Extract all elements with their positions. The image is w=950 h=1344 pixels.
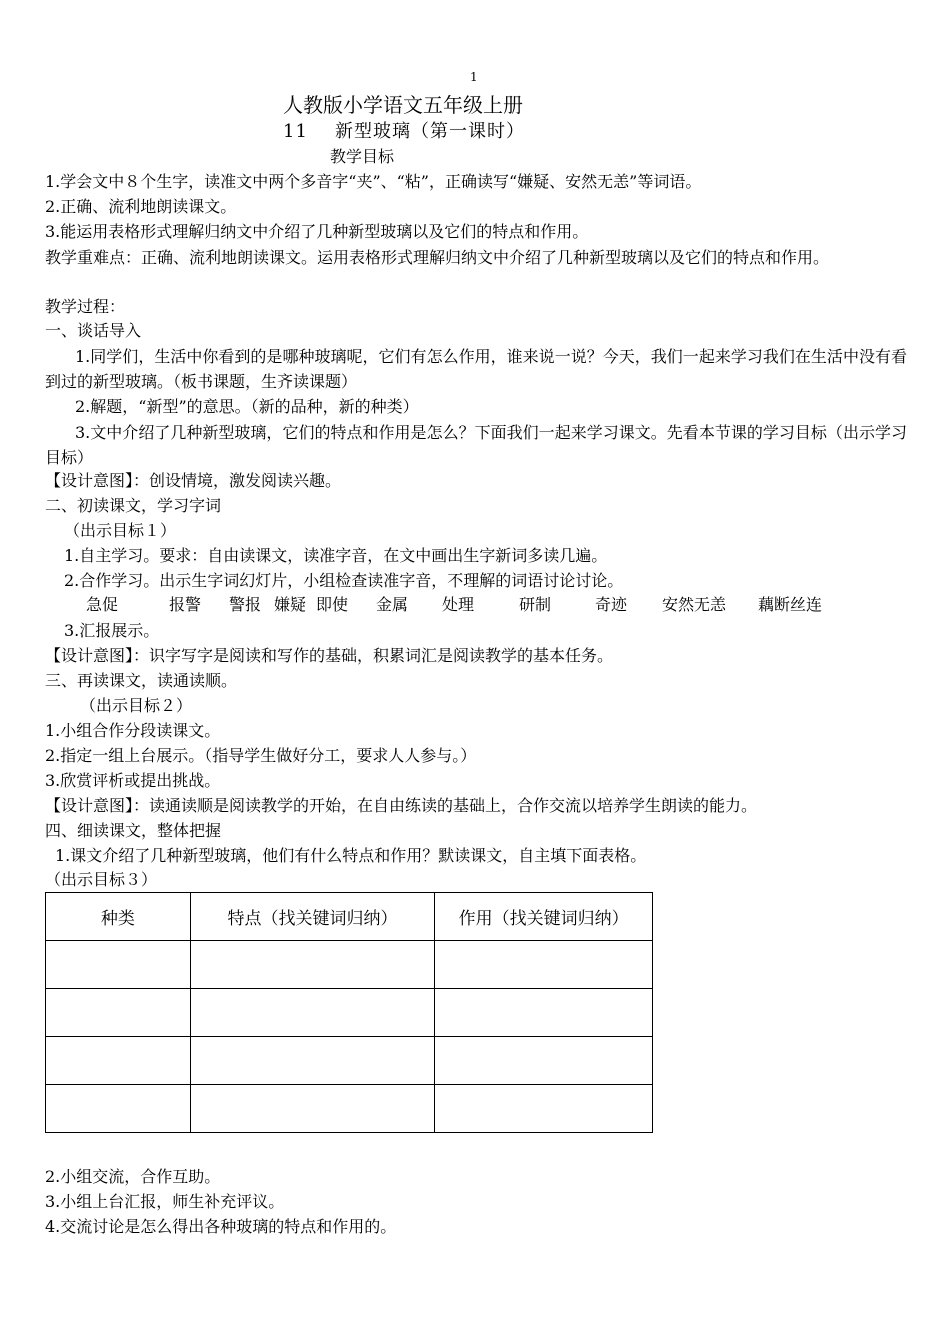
table-row xyxy=(46,941,653,989)
section-heading: 教学目标 xyxy=(330,147,395,166)
column-header-features: 特点（找关键词归纳） xyxy=(190,893,435,941)
key-points: 教学重难点：正确、流利地朗读课文。运用表格形式理解归纳文中介绍了几种新型玻璃以及它们的特点和作用。 xyxy=(45,248,830,267)
part3-goal: （出示目标２） xyxy=(80,696,193,715)
part4-item-3: 3.小组上台汇报，师生补充评议。 xyxy=(45,1192,285,1211)
vocab-word: 急促 xyxy=(86,595,119,614)
vocab-word: 嫌疑 xyxy=(274,595,307,614)
vocab-word: 藕断丝连 xyxy=(758,595,823,614)
table-header-row xyxy=(46,893,653,941)
column-header-type: 种类 xyxy=(46,893,191,941)
part2-item-2: 2.合作学习。出示生字词幻灯片，小组检查读准字音，不理解的词语讨论讨论。 xyxy=(64,571,624,590)
part4-heading: 四、细读课文，整体把握 xyxy=(45,821,222,840)
part1-design-intent: 【设计意图】：创设情境，激发阅读兴趣。 xyxy=(45,471,342,490)
vocab-word: 即使 xyxy=(316,595,349,614)
table-row xyxy=(46,1085,653,1133)
table-cell xyxy=(46,941,191,989)
column-header-functions: 作用（找关键词归纳） xyxy=(435,893,653,941)
vocab-word: 研制 xyxy=(519,595,552,614)
table-cell xyxy=(435,941,653,989)
table-cell xyxy=(46,1037,191,1085)
process-heading: 教学过程： xyxy=(45,297,126,316)
objective-3: 3.能运用表格形式理解归纳文中介绍了几种新型玻璃以及它们的特点和作用。 xyxy=(45,222,589,241)
part2-item-3: 3.汇报展示。 xyxy=(64,621,160,640)
vocab-word: 安然无恙 xyxy=(662,595,727,614)
vocab-word: 奇迹 xyxy=(595,595,628,614)
part3-item-1: 1.小组合作分段读课文。 xyxy=(45,721,221,740)
part1-paragraph-3: 3.文中介绍了几种新型玻璃，它们的特点和作用是怎么？下面我们一起来学习课文。先看本节课的学习目标（出示学习目标） xyxy=(45,423,907,467)
part1-paragraph-2: 2.解题，“新型”的意思。（新的品种，新的种类） xyxy=(75,397,419,416)
part4-item-1: 1.课文介绍了几种新型玻璃，他们有什么特点和作用？默读课文，自主填下面表格。 xyxy=(55,846,647,865)
part3-item-2: 2.指定一组上台展示。（指导学生做好分工，要求人人参与。） xyxy=(45,746,477,765)
table-cell xyxy=(190,1037,435,1085)
lesson-title xyxy=(283,121,525,143)
table-row xyxy=(46,989,653,1037)
table-cell xyxy=(435,989,653,1037)
lesson-name: 新型玻璃（第一课时） xyxy=(335,121,525,142)
part4-item-4: 4.交流讨论是怎么得出各种玻璃的特点和作用的。 xyxy=(45,1217,397,1236)
objective-2: 2.正确、流利地朗读课文。 xyxy=(45,197,237,216)
table-row xyxy=(46,1037,653,1085)
page-number: 1 xyxy=(470,70,478,84)
lesson-number: 11 xyxy=(283,121,308,142)
part4-goal: （出示目标３） xyxy=(45,870,158,889)
part3-item-3: 3.欣赏评析或提出挑战。 xyxy=(45,771,221,790)
part4-item-2: 2.小组交流，合作互助。 xyxy=(45,1167,221,1186)
vocabulary-list xyxy=(86,594,822,616)
objective-1: 1.学会文中８个生字，读准文中两个多音字“夹”、“粘”，正确读写“嫌疑、安然无恙”等词语。 xyxy=(45,172,702,191)
table-cell xyxy=(190,1085,435,1133)
table-cell xyxy=(46,989,191,1037)
table-cell xyxy=(190,989,435,1037)
part2-item-1: 1.自主学习。要求：自由读课文，读准字音，在文中画出生字新词多读几遍。 xyxy=(64,546,608,565)
part2-design-intent: 【设计意图】：识字写字是阅读和写作的基础，积累词汇是阅读教学的基本任务。 xyxy=(45,646,614,665)
table-cell xyxy=(190,941,435,989)
table-cell xyxy=(435,1085,653,1133)
vocab-word: 金属 xyxy=(376,595,409,614)
vocab-word: 报警 xyxy=(169,595,202,614)
glass-types-table xyxy=(45,892,653,1133)
table-cell xyxy=(46,1085,191,1133)
book-title: 人教版小学语文五年级上册 xyxy=(283,93,523,117)
vocab-word: 处理 xyxy=(442,595,475,614)
vocab-word: 警报 xyxy=(229,595,262,614)
part1-heading: 一、谈话导入 xyxy=(45,321,142,340)
part3-design-intent: 【设计意图】：读通读顺是阅读教学的开始，在自由练读的基础上，合作交流以培养学生朗读的能力。 xyxy=(45,796,758,815)
part2-goal: （出示目标１） xyxy=(64,521,177,540)
part2-heading: 二、初读课文，学习字词 xyxy=(45,496,222,515)
table-cell xyxy=(435,1037,653,1085)
part3-heading: 三、再读课文，读通读顺。 xyxy=(45,671,238,690)
part1-paragraph-1: 1.同学们，生活中你看到的是哪种玻璃呢，它们有怎么作用，谁来说一说？今天，我们一起来学习我们在生活中没有看到过的新型玻璃。（板书课题，生齐读课题） xyxy=(45,347,907,391)
